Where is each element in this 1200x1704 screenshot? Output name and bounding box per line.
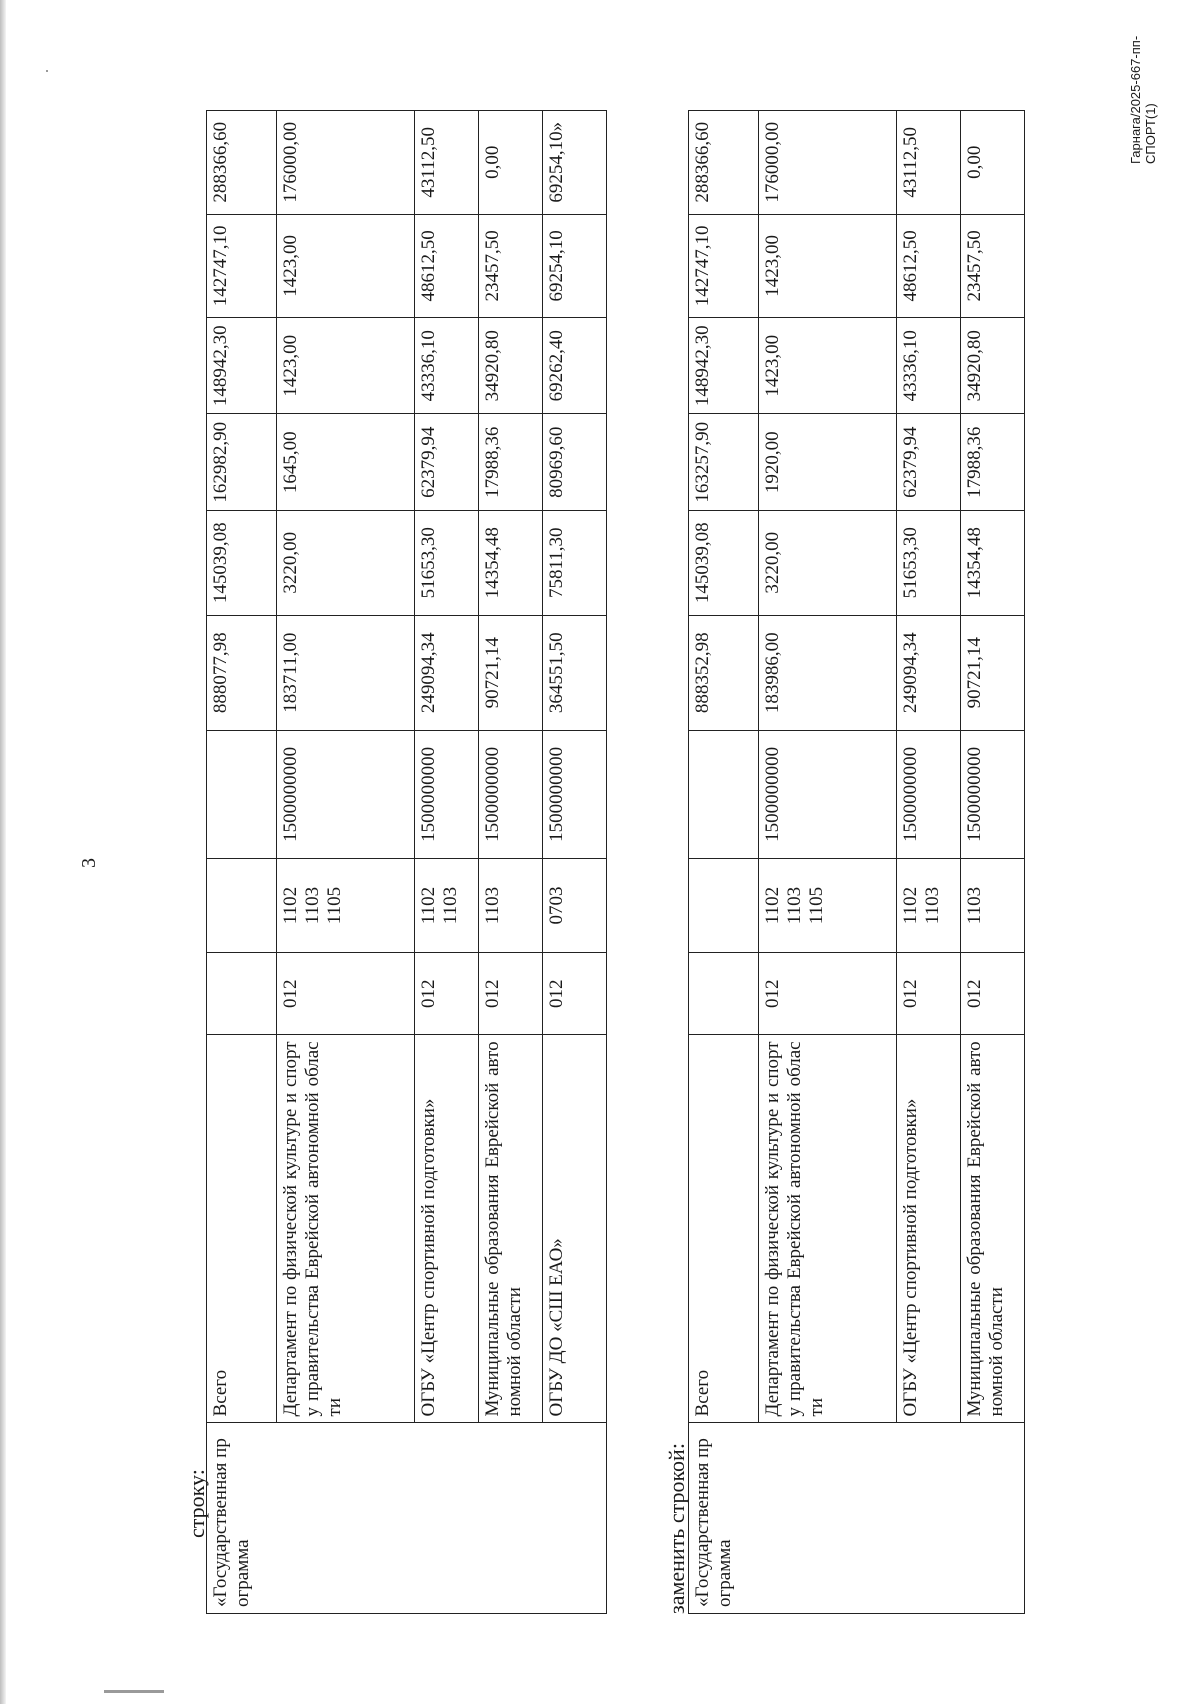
year-2024-cell: 142747,10 [207,214,277,317]
year-2023-cell: 148942,30 [207,318,277,414]
year-2023-cell: 1423,00 [759,318,897,414]
program-cell: «Государственная программа [207,1423,607,1614]
table-row [415,111,479,1614]
total-cell: 364551,50 [543,615,607,730]
year-2025-cell: 288366,60 [689,111,759,215]
section-code-cell: 1102 1103 [897,859,961,953]
year-2025-cell: 69254,10» [543,111,607,215]
executor-cell: Всего [689,1035,759,1423]
table-new-rows [688,110,1025,1614]
year-2024-cell: 23457,50 [479,214,543,317]
target-article-cell: 1500000000 [277,730,415,858]
year-2021-cell: 14354,48 [479,510,543,615]
year-2021-cell: 51653,30 [415,510,479,615]
year-2023-cell: 34920,80 [961,318,1025,414]
section-code-cell: 1103 [961,859,1025,953]
year-2024-cell: 69254,10 [543,214,607,317]
year-2022-cell: 163257,90 [689,414,759,510]
year-2023-cell: 43336,10 [415,318,479,414]
footer-reference: Гарнага/2025-667-пп-СПОРТ(1) [1128,35,1158,164]
year-2023-cell: 1423,00 [277,318,415,414]
year-2023-cell: 148942,30 [689,318,759,414]
grbs-code-cell: 012 [479,953,543,1035]
table-row [961,111,1025,1614]
caption-old: строку: [184,1469,209,1538]
grbs-code-cell [207,953,277,1035]
page-number: 3 [78,858,100,868]
table-row [207,111,277,1614]
executor-cell: ОГБУ «Центр спортивной подготовки» [415,1035,479,1423]
target-article-cell: 1500000000 [543,730,607,858]
executor-cell: ОГБУ ДО «СШ ЕАО» [543,1035,607,1423]
year-2021-cell: 75811,30 [543,510,607,615]
year-2022-cell: 162982,90 [207,414,277,510]
section-code-cell: 1102 1103 [415,859,479,953]
grbs-code-cell: 012 [415,953,479,1035]
executor-cell: Муниципальные образования Еврейской автономной области [479,1035,543,1423]
year-2021-cell: 51653,30 [897,510,961,615]
total-cell: 888352,98 [689,615,759,730]
year-2024-cell: 1423,00 [277,214,415,317]
target-article-cell [689,730,759,858]
grbs-code-cell: 012 [543,953,607,1035]
year-2025-cell: 43112,50 [897,111,961,215]
year-2022-cell: 80969,60 [543,414,607,510]
caption-new: заменить строкой: [664,1443,689,1614]
section-code-cell: 1103 [479,859,543,953]
total-cell: 249094,34 [897,615,961,730]
year-2025-cell: 176000,00 [277,111,415,215]
year-2024-cell: 48612,50 [897,214,961,317]
executor-cell: ОГБУ «Центр спортивной подготовки» [897,1035,961,1423]
total-cell: 183986,00 [759,615,897,730]
year-2022-cell: 62379,94 [415,414,479,510]
total-cell: 90721,14 [479,615,543,730]
year-2021-cell: 145039,08 [689,510,759,615]
total-cell: 90721,14 [961,615,1025,730]
year-2021-cell: 14354,48 [961,510,1025,615]
year-2021-cell: 3220,00 [759,510,897,615]
year-2025-cell: 288366,60 [207,111,277,215]
executor-cell: Всего [207,1035,277,1423]
target-article-cell: 1500000000 [897,730,961,858]
section-code-cell [207,859,277,953]
target-article-cell: 1500000000 [759,730,897,858]
total-cell: 888077,98 [207,615,277,730]
grbs-code-cell: 012 [277,953,415,1035]
section-code-cell: 1102 1103 1105 [277,859,415,953]
section-code-cell [689,859,759,953]
table-old-rows [206,110,607,1614]
table-row [479,111,543,1614]
section-code-cell: 1102 1103 1105 [759,859,897,953]
target-article-cell: 1500000000 [479,730,543,858]
year-2025-cell: 0,00 [961,111,1025,215]
year-2024-cell: 48612,50 [415,214,479,317]
year-2021-cell: 3220,00 [277,510,415,615]
table-row [759,111,897,1614]
table-row [277,111,415,1614]
year-2024-cell: 142747,10 [689,214,759,317]
year-2024-cell: 1423,00 [759,214,897,317]
target-article-cell: 1500000000 [415,730,479,858]
table-row [543,111,607,1614]
year-2025-cell: 176000,00 [759,111,897,215]
grbs-code-cell: 012 [897,953,961,1035]
grbs-code-cell [689,953,759,1035]
year-2025-cell: 43112,50 [415,111,479,215]
grbs-code-cell: 012 [759,953,897,1035]
year-2023-cell: 34920,80 [479,318,543,414]
grbs-code-cell: 012 [961,953,1025,1035]
year-2023-cell: 69262,40 [543,318,607,414]
year-2021-cell: 145039,08 [207,510,277,615]
executor-cell: Департамент по физической культуре и спорту правительства Еврейской автономной области [759,1035,897,1423]
target-article-cell [207,730,277,858]
table-row [689,111,759,1614]
year-2022-cell: 17988,36 [961,414,1025,510]
total-cell: 249094,34 [415,615,479,730]
program-cell: «Государственная программа [689,1423,1025,1614]
section-code-cell: 0703 [543,859,607,953]
total-cell: 183711,00 [277,615,415,730]
executor-cell: Департамент по физической культуре и спорту правительства Еврейской автономной области [277,1035,415,1423]
executor-cell: Муниципальные образования Еврейской автономной области [961,1035,1025,1423]
year-2025-cell: 0,00 [479,111,543,215]
target-article-cell: 1500000000 [961,730,1025,858]
year-2024-cell: 23457,50 [961,214,1025,317]
year-2022-cell: 1645,00 [277,414,415,510]
year-2022-cell: 62379,94 [897,414,961,510]
year-2023-cell: 43336,10 [897,318,961,414]
table-row [897,111,961,1614]
year-2022-cell: 17988,36 [479,414,543,510]
year-2022-cell: 1920,00 [759,414,897,510]
